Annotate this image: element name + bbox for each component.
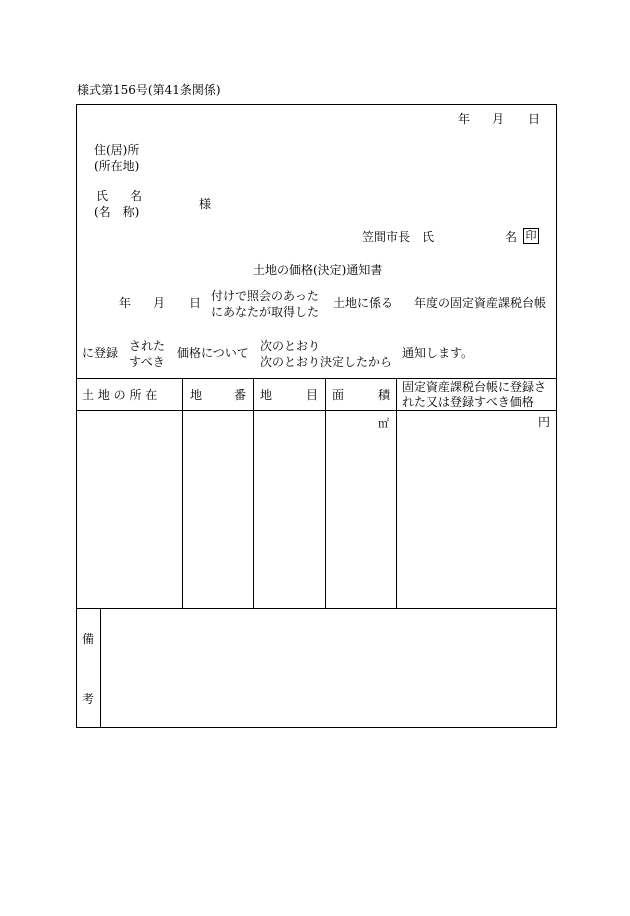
remarks-label-char-1: 備 (82, 632, 95, 646)
about-price-text: 価格について (177, 346, 249, 360)
table-column-divider (253, 378, 254, 609)
notify-text: 通知します。 (402, 346, 474, 360)
honorific: 様 (199, 197, 212, 211)
address-label-line1: 住(居)所 (94, 143, 140, 157)
date-day-label: 日 (528, 112, 541, 126)
header-price-line1: 固定資産課税台帳に登録さ (402, 380, 547, 394)
remarks-label-char-2: 考 (82, 692, 95, 706)
inquiry-option-2: にあなたが取得した (211, 305, 320, 319)
name-label-char-1: 氏 (96, 189, 109, 203)
table-column-divider (396, 378, 397, 609)
registration-option-1: された (129, 339, 166, 353)
date-year-label: 年 (458, 112, 471, 126)
name-label-line2: (名 称) (94, 205, 140, 219)
seal-mark: 印 (523, 228, 539, 244)
remarks-divider (100, 608, 101, 728)
header-area (332, 388, 390, 402)
address-label (94, 143, 139, 173)
body-day-label: 日 (189, 296, 202, 310)
table-column-divider (182, 378, 183, 609)
land-table-frame (76, 378, 557, 609)
header-land-category (260, 388, 318, 402)
decision-options (260, 339, 392, 369)
price-unit: 円 (538, 415, 551, 429)
inquiry-option-1: 付けで照会のあった (211, 289, 319, 303)
table-column-divider (325, 378, 326, 609)
header-price-line2: れた又は登録すべき価格 (402, 395, 534, 409)
header-price (402, 380, 546, 409)
form-number: 様式第156号(第41条関係) (77, 83, 221, 97)
name-label (94, 189, 142, 219)
header-land-category-char-1: 地 (260, 388, 273, 402)
date-month-label: 月 (492, 112, 505, 126)
header-area-char-1: 面 (332, 388, 345, 402)
issuer-name-char: 名 (505, 230, 518, 244)
inquiry-options (211, 289, 319, 319)
header-lot-number (190, 388, 246, 402)
notice-header-frame (76, 104, 557, 379)
issuer-title: 笠間市長 氏 (362, 230, 435, 244)
address-label-line2: (所在地) (94, 159, 140, 173)
header-lot-number-char-1: 地 (190, 388, 203, 402)
land-related-text: 土地に係る (333, 296, 394, 310)
header-land-location: 土 地 の 所 在 (82, 388, 158, 402)
header-area-char-2: 積 (377, 388, 390, 402)
header-lot-number-char-2: 番 (233, 388, 246, 402)
table-header-divider (76, 410, 557, 411)
body-year-label: 年 (119, 296, 132, 310)
decision-option-2: 次のとおり決定したから (260, 355, 393, 369)
document-title: 土地の価格(決定)通知書 (253, 263, 383, 277)
header-land-category-char-2: 目 (305, 388, 318, 402)
register-on-text: に登録 (82, 346, 119, 360)
registration-options (129, 339, 165, 369)
remarks-frame (76, 608, 557, 728)
fiscal-register-text: 年度の固定資産課税台帳 (414, 296, 547, 310)
area-unit: ㎡ (378, 417, 389, 430)
body-month-label: 月 (153, 296, 166, 310)
registration-option-2: すべき (129, 355, 165, 369)
name-label-char-2: 名 (129, 189, 142, 203)
decision-option-1: 次のとおり (260, 339, 321, 353)
